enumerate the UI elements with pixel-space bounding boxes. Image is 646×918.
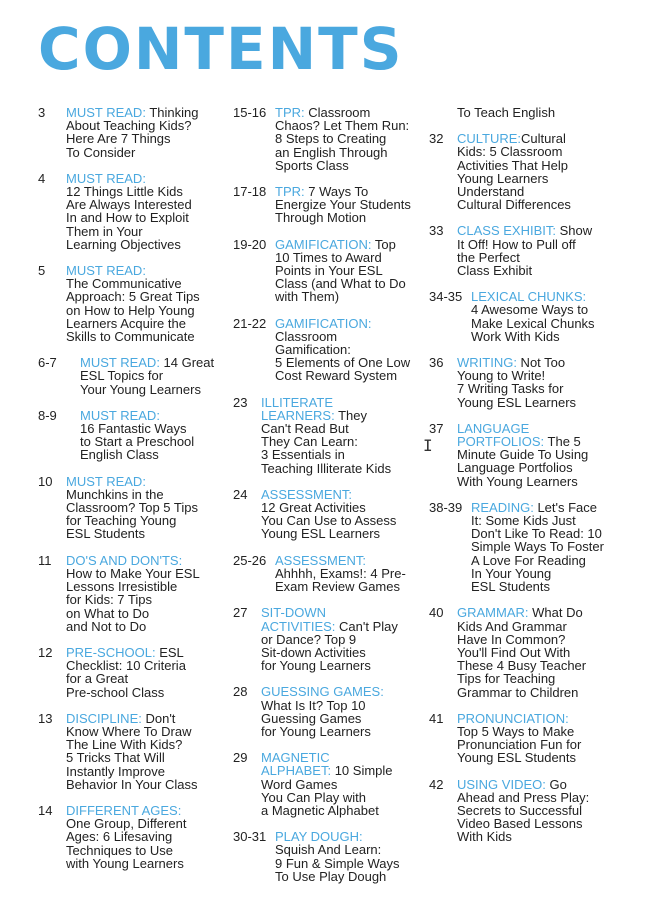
- toc-entry: [38, 804, 228, 870]
- entry-title: [66, 646, 186, 699]
- toc-entry: [429, 712, 629, 765]
- page-number: 15-16: [233, 105, 267, 120]
- page-number: 37: [429, 420, 444, 436]
- category-label: MUST READ:: [66, 170, 146, 186]
- page-title: CONTENTS: [38, 15, 404, 83]
- toc-entry: [429, 501, 629, 593]
- page-number: 42: [429, 776, 444, 792]
- category-label: PRE-SCHOOL:: [66, 644, 156, 660]
- page-number: 12: [38, 644, 53, 660]
- toc-entry: [38, 264, 228, 343]
- category-label: LANGUAGE PORTFOLIOS:: [457, 420, 545, 450]
- toc-column-1: [38, 106, 228, 870]
- toc-entry: [233, 554, 428, 594]
- toc-entry: [233, 317, 428, 383]
- toc-entry: [233, 185, 428, 225]
- toc-entry: [38, 646, 228, 699]
- page-number: 24: [233, 486, 248, 502]
- entry-text: How to Make Your ESL Lessons Irresistible for Kids: 7 Tips on What to Do and Not to Do: [66, 565, 200, 634]
- entry-title: [275, 106, 409, 172]
- category-label: ASSESSMENT:: [275, 552, 367, 568]
- page-number: 3: [38, 105, 46, 120]
- entry-text: Ahhhh, Exams!: 4 Pre- Exam Review Games: [275, 565, 406, 595]
- category-label: CLASS EXHIBIT:: [457, 223, 556, 239]
- page-number: 11: [38, 552, 52, 568]
- entry-title: [457, 606, 586, 698]
- toc-entry: [233, 751, 428, 817]
- toc-column-2: [233, 106, 428, 883]
- entry-title: [471, 501, 604, 593]
- toc-entry: [429, 778, 629, 844]
- category-label: READING:: [471, 499, 534, 515]
- category-label: WRITING:: [457, 355, 517, 371]
- entry-text: Classroom Gamification: 5 Elements of One Low Cost Reward System: [275, 328, 411, 384]
- entry-title: [80, 409, 194, 462]
- toc-entry: [38, 475, 228, 541]
- toc-entry: [38, 554, 228, 633]
- page-number: 8-9: [38, 407, 57, 423]
- category-label: PRONUNCIATION:: [457, 710, 569, 726]
- toc-entry: [429, 132, 629, 211]
- entry-title: [66, 264, 200, 343]
- category-label: GAMIFICATION:: [275, 315, 372, 331]
- category-label: ASSESSMENT:: [261, 486, 353, 502]
- toc-entry: [38, 409, 228, 462]
- entry-text: Squish And Learn: 9 Fun & Simple Ways To Use Play Dough: [275, 842, 400, 884]
- entry-title: [66, 106, 198, 159]
- entry-title: [80, 356, 214, 396]
- entry-text: Not Too Young to Write! 7 Writing Tasks for Young ESL Learners: [457, 355, 577, 410]
- page-number: 5: [38, 263, 46, 279]
- entry-title: [66, 554, 200, 633]
- entry-text: ESL Checklist: 10 Criteria for a Great Pre-school Class: [66, 644, 186, 700]
- entry-title: [457, 712, 581, 765]
- page-number: 21-22: [233, 315, 267, 331]
- category-label: MAGNETIC ALPHABET:: [261, 750, 332, 779]
- page-number: 41: [429, 710, 444, 726]
- page-number: 6-7: [38, 355, 57, 371]
- entry-text: Don't Know Where To Draw The Line With Kids? 5 Tricks That Will Instantly Improve Behavior In Your Class: [66, 710, 198, 792]
- page-number: 33: [429, 223, 444, 239]
- entry-title: [457, 778, 589, 844]
- page-number: 28: [233, 684, 248, 700]
- entry-title: [275, 238, 406, 304]
- entry-title: [261, 751, 393, 817]
- toc-column-3: [429, 106, 629, 844]
- entry-title: [457, 422, 588, 488]
- toc-entry: [233, 488, 428, 541]
- category-label: TPR:: [275, 184, 305, 200]
- toc-entry: [38, 712, 228, 791]
- toc-entry: [429, 290, 629, 343]
- page-number: 29: [233, 750, 248, 766]
- entry-text: 12 Things Little Kids Are Always Interested In and How to Exploit Them in Your Learning Objectives: [66, 184, 192, 252]
- entry-title: [275, 830, 400, 883]
- page-number: 23: [233, 394, 248, 410]
- entry-title: [457, 224, 592, 277]
- page-number: 30-31: [233, 829, 267, 845]
- toc-entry: [429, 224, 629, 277]
- page-number: 40: [429, 605, 444, 621]
- entry-title: [457, 106, 555, 119]
- entry-title: [66, 712, 198, 791]
- toc-entry: [233, 396, 428, 475]
- entry-title: [66, 475, 198, 541]
- entry-text: Top 10 Times to Award Points in Your ESL Class (and What to Do with Them): [275, 236, 406, 305]
- page-number: 4: [38, 170, 46, 186]
- entry-text: To Teach English: [457, 105, 556, 120]
- toc-entry: [38, 356, 228, 396]
- category-label: DO'S AND DON'TS:: [66, 552, 183, 568]
- entry-text: 12 Great Activities You Can Use to Assess Young ESL Learners: [261, 500, 397, 542]
- entry-title: [66, 172, 192, 251]
- category-label: MUST READ:: [66, 263, 146, 279]
- entry-text: The 5 Minute Guide To Using Language Portfolios With Young Learners: [457, 434, 589, 489]
- entry-title: [457, 356, 576, 409]
- entry-text: Thinking About Teaching Kids? Here Are 7 Things To Consider: [66, 105, 199, 160]
- toc-entry: [233, 606, 428, 672]
- page-number: 32: [429, 131, 444, 147]
- toc-entry: [233, 830, 428, 883]
- category-label: TPR:: [275, 105, 305, 120]
- category-label: PLAY DOUGH:: [275, 829, 363, 845]
- category-label: MUST READ:: [80, 407, 160, 423]
- entry-text: 16 Fantastic Ways to Start a Preschool English Class: [80, 421, 195, 463]
- entry-title: [66, 804, 186, 870]
- category-label: GUESSING GAMES:: [261, 684, 384, 700]
- entry-text: The Communicative Approach: 5 Great Tips on How to Help Young Learners Acquire the Skills to Communicate: [66, 276, 200, 345]
- page-number: 38-39: [429, 499, 463, 515]
- category-label: ILLITERATE LEARNERS:: [261, 394, 335, 423]
- entry-title: [261, 685, 384, 738]
- toc-entry: [429, 422, 629, 488]
- toc-entry: [429, 606, 629, 698]
- category-label: USING VIDEO:: [457, 776, 546, 792]
- category-label: MUST READ:: [66, 473, 146, 489]
- page-number: 25-26: [233, 552, 267, 568]
- toc-entry: [233, 238, 428, 304]
- toc-entry: [233, 106, 428, 172]
- toc-entry: [429, 106, 629, 119]
- entry-text: 4 Awesome Ways to Make Lexical Chunks Work With Kids: [471, 302, 595, 344]
- entry-text: 14 Great ESL Topics for Your Young Learners: [80, 355, 215, 397]
- page-number: 13: [38, 710, 53, 726]
- page-number: 10: [38, 473, 53, 489]
- category-label: MUST READ:: [66, 105, 146, 120]
- entry-title: [275, 185, 411, 225]
- category-label: SIT-DOWN ACTIVITIES:: [261, 605, 336, 634]
- entry-text: Show It Off! How to Pull off the Perfect Class Exhibit: [457, 223, 593, 279]
- entry-title: [261, 396, 391, 475]
- entry-text: What Is It? Top 10 Guessing Games for Young Learners: [261, 697, 371, 739]
- entry-title: [275, 317, 410, 383]
- entry-title: [261, 606, 398, 672]
- entry-text: Top 5 Ways to Make Pronunciation Fun for Young ESL Students: [457, 723, 582, 766]
- entry-text: Classroom Chaos? Let Them Run: 8 Steps to Creating an English Through Sports Class: [275, 105, 410, 173]
- page-number: 17-18: [233, 184, 267, 200]
- page-number: 36: [429, 355, 444, 371]
- entry-text: Let's Face It: Some Kids Just Don't Like To Read: 10 Simple Ways To Foster A Love For Reading In Your Young ESL Students: [471, 499, 604, 595]
- category-label: DISCIPLINE:: [66, 710, 142, 726]
- entry-text: What Do Kids And Grammar Have In Common? You'll Find Out With These 4 Busy Teacher Tips for Teaching Grammar to Children: [457, 605, 587, 700]
- entry-title: [275, 554, 406, 594]
- category-label: LEXICAL CHUNKS:: [471, 289, 587, 305]
- page-number: 34-35: [429, 289, 463, 305]
- page-number: 19-20: [233, 236, 267, 252]
- entry-title: [471, 290, 595, 343]
- page-number: 27: [233, 605, 248, 621]
- entry-text: Munchkins in the Classroom? Top 5 Tips for Teaching Young ESL Students: [66, 486, 198, 542]
- text-cursor-icon: I: [423, 436, 433, 455]
- entry-text: 10 Simple Word Games You Can Play with a Magnetic Alphabet: [261, 763, 393, 818]
- toc-entry: [233, 685, 428, 738]
- category-label: GRAMMAR:: [457, 605, 529, 621]
- category-label: GAMIFICATION:: [275, 236, 372, 252]
- entry-title: [261, 488, 396, 541]
- category-label: DIFFERENT AGES:: [66, 802, 182, 818]
- category-label: MUST READ:: [80, 355, 160, 371]
- entry-text: One Group, Different Ages: 6 Lifesaving Techniques to Use with Young Learners: [66, 816, 187, 871]
- entry-title: [457, 132, 571, 211]
- category-label: CULTURE:: [457, 131, 522, 147]
- entry-text: Cultural Kids: 5 Classroom Activities That Help Young Learners Understand Cultural Differences: [457, 131, 571, 213]
- toc-entry: [38, 172, 228, 251]
- toc-entry: [429, 356, 629, 409]
- entry-text: They Can't Read But They Can Learn: 3 Essentials in Teaching Illiterate Kids: [261, 407, 392, 476]
- entry-text: Go Ahead and Press Play: Secrets to Successful Video Based Lessons With Kids: [457, 776, 590, 845]
- entry-text: Can't Play or Dance? Top 9 Sit-down Activities for Young Learners: [261, 618, 398, 674]
- page-number: 14: [38, 802, 53, 818]
- toc-entry: [38, 106, 228, 159]
- entry-text: 7 Ways To Energize Your Students Through Motion: [275, 184, 411, 226]
